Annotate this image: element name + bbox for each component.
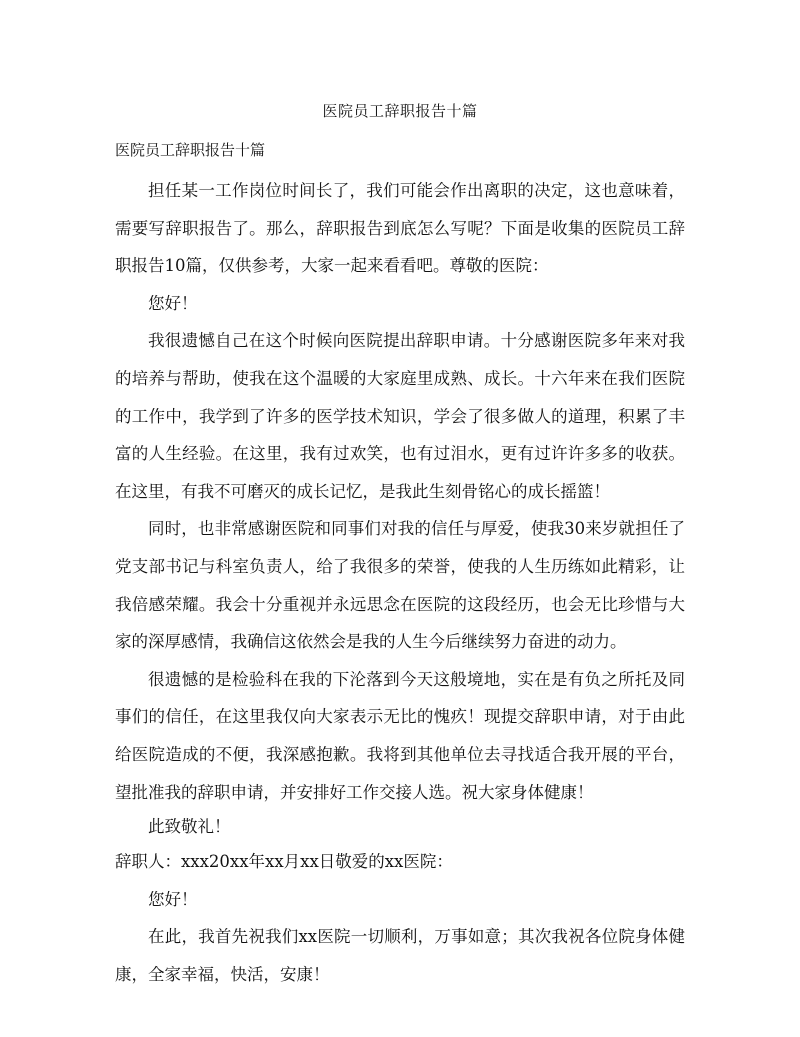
paragraph-apology: 很遗憾的是检验科在我的下沦落到今天这般境地，实在是有负之所托及同事们的信任，在这里我仅向大家表示无比的愧疚！现提交辞职申请，对于由此给医院造成的不便，我深感抱歉。我将到其他单位去寻找适合我开展的平台，望批准我的辞职申请，并安排好工作交接人选。祝大家身体健康！ bbox=[115, 669, 685, 802]
paragraph-salutation: 此致敬礼！ bbox=[148, 817, 231, 837]
paragraph-wishes: 在此，我首先祝我们xx医院一切顺利，万事如意；其次我祝各位院身体健康，全家幸福，快活，安康！ bbox=[115, 927, 685, 984]
paragraph-gratitude: 我很遗憾自己在这个时候向医院提出辞职申请。十分感谢医院多年来对我的培养与帮助，使我在这个温暖的大家庭里成熟、成长。十六年来在我们医院的工作中，我学到了许多的医学技术知识，学会了很多做人的道理，积累了丰富的人生经验。在这里，我有过欢笑，也有过泪水，更有过许许多多的收获。在这里，有我不可磨灭的成长记忆，是我此生刻骨铭心的成长摇篮！ bbox=[115, 331, 685, 501]
document-subtitle: 医院员工辞职报告十篇 bbox=[115, 141, 266, 159]
paragraph-greeting-2: 您好！ bbox=[148, 889, 198, 909]
paragraph-greeting: 您好！ bbox=[148, 293, 198, 313]
document-body bbox=[115, 172, 685, 993]
paragraph-intro: 担任某一工作岗位时间长了，我们可能会作出离职的决定，这也意味着，需要写辞职报告了。那么，辞职报告到底怎么写呢？下面是收集的医院员工辞职报告10篇，仅供参考，大家一起来看看吧。尊敬的医院： bbox=[115, 181, 685, 276]
paragraph-signature: 辞职人：xxx20xx年xx月xx日敬爱的xx医院： bbox=[115, 852, 453, 872]
paragraph-thanks-colleagues: 同时，也非常感谢医院和同事们对我的信任与厚爱，使我30来岁就担任了党支部书记与科室负责人，给了我很多的荣誉，使我的人生历练如此精彩，让我倍感荣耀。我会十分重视并永远思念在医院的这段经历，也会无比珍惜与大家的深厚感情，我确信这依然会是我的人生今后继续努力奋进的动力。 bbox=[115, 519, 685, 652]
document-title: 医院员工辞职报告十篇 bbox=[322, 102, 478, 120]
